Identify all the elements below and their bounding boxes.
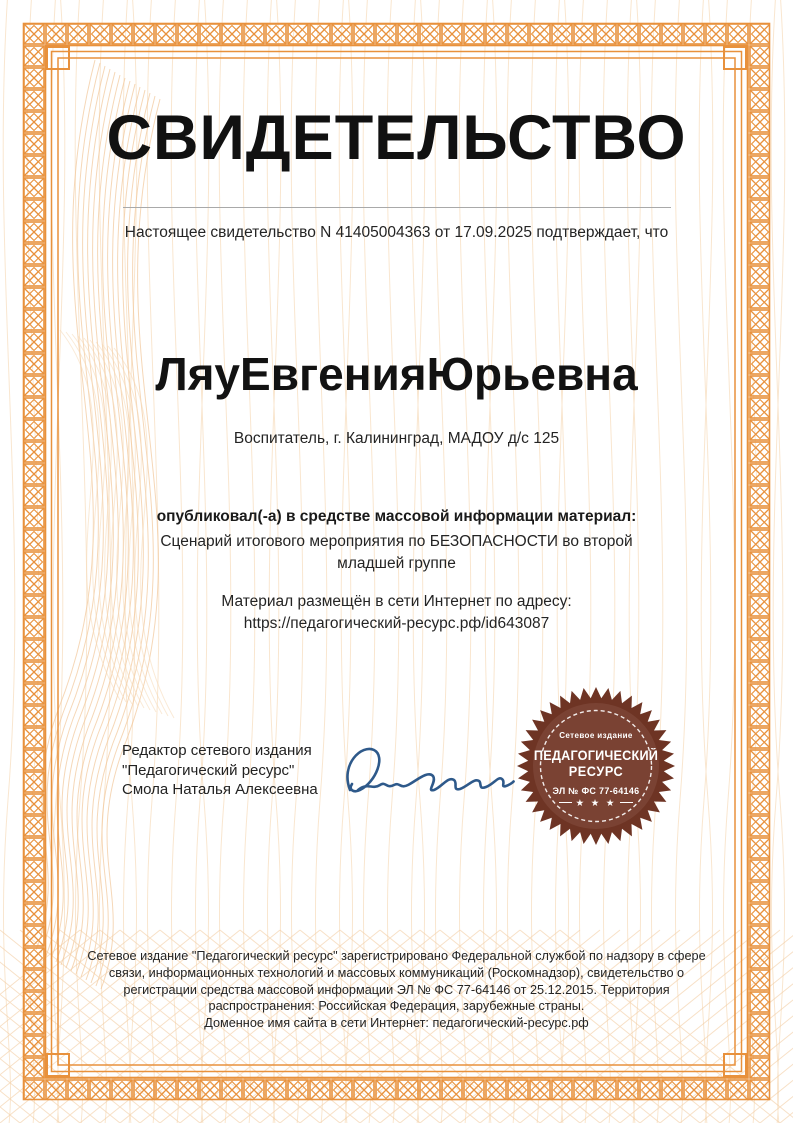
footer-line: связи, информационных технологий и массовых коммуникаций (Роскомнадзор), свидетельство о (108, 965, 685, 980)
seal-name-line2: РЕСУРС (568, 764, 624, 779)
footer-line: Сетевое издание "Педагогический ресурс" зарегистрировано Федеральной службой по надзору в сфере (87, 949, 706, 963)
seal-badge (517, 687, 675, 845)
seal-name-line1: ПЕДАГОГИЧЕСКИЙ (533, 748, 659, 763)
certificate-statement: Настоящее свидетельство N 41405004363 от 17.09.2025 подтверждает, что (124, 224, 669, 241)
seal-dash (620, 802, 633, 804)
recipient-info: Воспитатель, г. Калининград, МАДОУ д/с 125 (233, 430, 560, 447)
seal-stars (517, 798, 675, 809)
material-url: https://педагогический-ресурс.рф/id643087 (243, 615, 550, 632)
footer-line: распространения: Российская Федерация, зарубежные страны. (208, 999, 585, 1014)
material-title-line2: младшей группе (337, 555, 456, 572)
seal-dash (559, 802, 572, 804)
seal-reg-number: ЭЛ № ФС 77-64146 (552, 786, 640, 796)
material-title-line1: Сценарий итогового мероприятия по БЕЗОПАСНОСТИ во второй (160, 533, 633, 550)
signature (336, 738, 521, 810)
seal-top-text: Сетевое издание (559, 731, 633, 740)
registration-footer (0, 948, 793, 1032)
editor-publication: "Педагогический ресурс" (122, 761, 295, 779)
publication-label: опубликовал(-а) в средстве массовой информации материал: (156, 508, 637, 525)
editor-role: Редактор сетевого издания (122, 742, 312, 759)
recipient-name: ЛяуЕвгенияЮрьевна (155, 348, 638, 400)
editor-block (122, 741, 318, 800)
seal-stars-text: ★ ★ ★ (575, 798, 617, 809)
footer-line: регистрации средства массовой информации ЭЛ № ФС 77-64146 от 25.12.2015. Территория (123, 982, 670, 997)
editor-name: Смола Наталья Алексеевна (122, 781, 318, 798)
footer-line: Доменное имя сайта в сети Интернет: педагогический-ресурс.рф (204, 1016, 589, 1031)
material-address-label: Материал размещён в сети Интернет по адресу: (221, 593, 572, 610)
title-divider (123, 207, 671, 208)
certificate-title: СВИДЕТЕЛЬСТВО (106, 103, 687, 173)
